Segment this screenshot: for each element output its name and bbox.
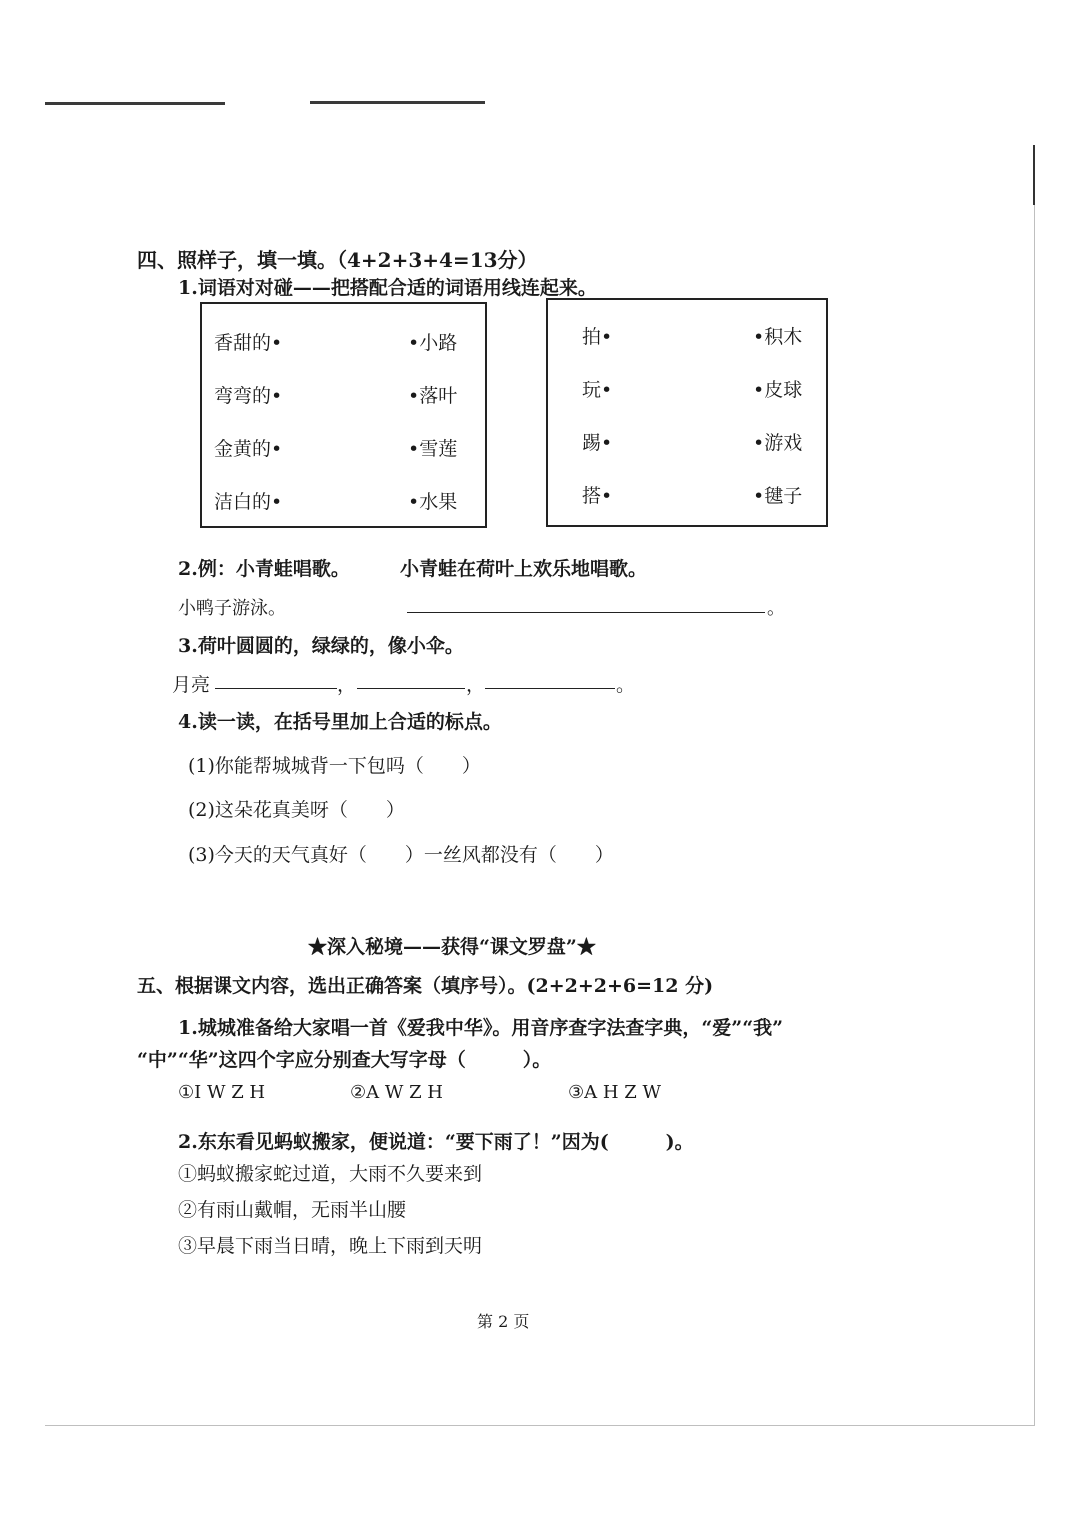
s5-q1-line2: “中”“华”这四个字应分别查大写字母（ ）。 [137,1049,552,1071]
s5-q2-option[interactable]: ③早晨下雨当日晴，晚上下雨到天明 [178,1235,483,1257]
match-left-item[interactable]: 搭• [582,485,613,507]
q1-prompt: 1.词语对对碰——把搭配合适的词语用线连起来。 [178,277,597,299]
s5-q2-option[interactable]: ①蚂蚁搬家蛇过道，大雨不久要来到 [178,1163,483,1185]
q2-example-answer: 小青蛙在荷叶上欢乐地唱歌。 [400,558,648,580]
match-left-item[interactable]: 弯弯的• [214,385,283,407]
q2-task: 小鸭子游泳。 [178,598,286,619]
match-left-item[interactable]: 拍• [582,326,613,348]
q4-prompt: 4.读一读，在括号里加上合适的标点。 [178,711,502,733]
match-left-item[interactable]: 洁白的• [214,491,283,513]
q2-end-mark: 。 [767,598,785,619]
page-edge-bottom [45,1425,1035,1426]
match-right-item[interactable]: •毽子 [753,485,803,507]
match-right-item[interactable]: •小路 [408,332,458,354]
section-banner: ★深入秘境——获得“课文罗盘”★ [308,936,596,958]
match-left-item[interactable]: 金黄的• [214,438,283,460]
matching-box-left [200,302,487,528]
s5-q1-option[interactable]: ③A H Z W [568,1082,662,1103]
matching-box-right [546,298,828,527]
q3-blank-1[interactable] [215,688,337,689]
q3-comma-2: ， [466,674,486,696]
match-right-item[interactable]: •游戏 [753,432,803,454]
q3-prompt: 3.荷叶圆圆的，绿绿的，像小伞。 [178,635,464,657]
page-number: 第 2 页 [477,1312,530,1331]
section5-title: 五、根据课文内容，选出正确答案（填序号）。(2+2+2+6=12 分) [137,975,714,997]
s5-q1-option[interactable]: ①I W Z H [178,1082,266,1103]
match-right-item[interactable]: •积木 [753,326,803,348]
q3-blank-3[interactable] [485,688,615,689]
q2-answer-blank[interactable] [407,612,765,613]
section4-title: 四、照样子，填一填。（4+2+3+4=13分） [137,248,538,272]
match-left-item[interactable]: 香甜的• [214,332,283,354]
match-right-item[interactable]: •皮球 [753,379,803,401]
q4-item[interactable]: (3)今天的天气真好（ ）一丝风都没有（ ） [188,844,614,866]
q3-start: 月亮 [172,674,211,696]
match-left-item[interactable]: 踢• [582,432,613,454]
s5-q2-option[interactable]: ②有雨山戴帽，无雨半山腰 [178,1199,407,1221]
match-right-item[interactable]: •水果 [408,491,458,513]
q3-blank-2[interactable] [357,688,465,689]
q4-item[interactable]: (2)这朵花真美呀（ ） [188,799,405,821]
scan-artifact-line-left [45,102,225,105]
scan-artifact-line-right [310,101,485,104]
q3-comma-1: ， [337,674,357,696]
match-left-item[interactable]: 玩• [582,379,613,401]
q3-end-mark: 。 [616,674,636,696]
s5-q1-option[interactable]: ②A W Z H [350,1082,444,1103]
s5-q2-prompt: 2.东东看见蚂蚁搬家，便说道：“要下雨了！”因为( )。 [178,1131,694,1153]
q4-item[interactable]: (1)你能帮城城背一下包吗（ ） [188,755,481,777]
page-edge-right-faint [1034,205,1035,1425]
match-right-item[interactable]: •雪莲 [408,438,458,460]
q2-example-label: 2.例：小青蛙唱歌。 [178,558,350,580]
match-right-item[interactable]: •落叶 [408,385,458,407]
page-edge-right [1033,145,1035,205]
s5-q1-line1: 1.城城准备给大家唱一首《爱我中华》。用音序查字法查字典，“爱”“我” [178,1017,784,1039]
